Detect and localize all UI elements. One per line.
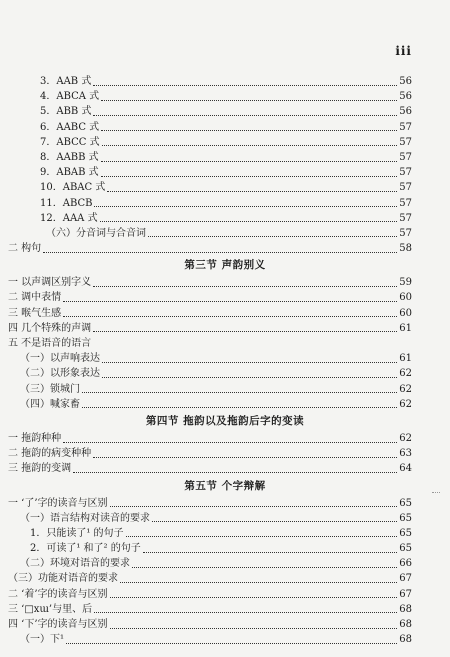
toc-entry[interactable] bbox=[0, 226, 450, 241]
toc-entry-label: 8．AABB 式 bbox=[40, 151, 99, 163]
toc-entry-page: 66 bbox=[399, 558, 412, 570]
toc-entry-page: 62 bbox=[399, 398, 412, 410]
toc-entry-page: 65 bbox=[399, 527, 412, 539]
dot-leader bbox=[102, 361, 397, 363]
toc-entry-page: 60 bbox=[399, 292, 412, 304]
toc-entry-page: 57 bbox=[399, 227, 412, 239]
dot-leader bbox=[93, 285, 397, 287]
toc-entry[interactable] bbox=[0, 180, 450, 195]
toc-entry-label: （四）喊家畜 bbox=[20, 398, 80, 410]
dot-leader bbox=[148, 235, 397, 237]
toc-entry-label: 一 拖韵种种 bbox=[8, 432, 62, 444]
toc-entry-page: 63 bbox=[399, 448, 412, 460]
toc-entry[interactable] bbox=[0, 496, 450, 511]
toc-entry-label: 三 喉气生感 bbox=[8, 307, 62, 319]
toc-entry-label: 12．AAA 式 bbox=[40, 212, 98, 224]
toc-entry[interactable] bbox=[0, 541, 450, 556]
toc-entry-page: 67 bbox=[399, 573, 412, 585]
toc-entry-page: 59 bbox=[399, 277, 412, 289]
toc-entry-label: （三）功能对语音的要求 bbox=[8, 573, 118, 585]
toc-entry[interactable] bbox=[0, 120, 450, 135]
dot-leader bbox=[93, 456, 397, 458]
toc-entry-page: 62 bbox=[399, 432, 412, 444]
toc-entry[interactable] bbox=[0, 135, 450, 150]
toc-entry-page: 56 bbox=[399, 76, 412, 87]
toc-entry-page: 58 bbox=[399, 243, 412, 255]
dot-leader bbox=[73, 471, 397, 473]
toc-entry[interactable] bbox=[0, 461, 450, 476]
dot-leader bbox=[102, 376, 397, 378]
toc-entry-label: 1．只能读了¹ 的句子 bbox=[30, 527, 124, 539]
dot-leader bbox=[110, 596, 398, 598]
toc-entry-label: 10．ABAC 式 bbox=[40, 182, 106, 194]
toc-entry-label: 四 几个特殊的声调 bbox=[8, 322, 92, 334]
toc-entry[interactable] bbox=[0, 196, 450, 211]
toc-entry-label: 一 ‘了’字的读音与区别 bbox=[8, 497, 108, 509]
dot-leader bbox=[101, 160, 398, 162]
toc-entry-page: 56 bbox=[399, 106, 412, 118]
toc-entry-label: 2．可读了¹ 和了² 的句子 bbox=[30, 543, 141, 555]
toc-entry-page: 64 bbox=[399, 463, 412, 475]
toc-entry[interactable] bbox=[0, 431, 450, 446]
toc-entry-label: 三 拖韵的变调 bbox=[8, 463, 72, 475]
dot-leader bbox=[63, 315, 397, 317]
toc-entry[interactable] bbox=[0, 397, 450, 412]
toc-entry[interactable] bbox=[0, 104, 450, 119]
dot-leader bbox=[110, 505, 398, 507]
dot-leader bbox=[66, 642, 397, 644]
dot-leader bbox=[94, 611, 397, 613]
toc-entry[interactable] bbox=[0, 290, 450, 305]
dot-leader bbox=[93, 330, 397, 332]
toc-entry-label: 四 ‘下’字的读音与区别 bbox=[8, 619, 108, 630]
dot-leader bbox=[110, 627, 398, 629]
toc-entry-page: 68 bbox=[399, 603, 412, 615]
dot-leader bbox=[143, 551, 398, 553]
toc-entry-page: 57 bbox=[399, 151, 412, 163]
dot-leader bbox=[132, 566, 397, 568]
section-heading: 第五节 个字辩解 bbox=[184, 479, 266, 492]
toc-entry-page: 57 bbox=[399, 167, 412, 179]
dot-leader bbox=[82, 391, 397, 393]
toc-entry[interactable] bbox=[0, 336, 450, 351]
toc-entry-label: （三）锁城门 bbox=[20, 383, 80, 395]
toc-entry-label: （六）分音词与合音词 bbox=[46, 227, 146, 239]
toc-entry-label: 6．AABC 式 bbox=[40, 121, 100, 133]
dot-leader bbox=[101, 99, 397, 101]
dot-leader bbox=[93, 114, 397, 116]
toc-entry-label: 一 以声调区别字义 bbox=[8, 277, 92, 289]
section-heading: 第三节 声韵别义 bbox=[184, 259, 266, 272]
dot-leader bbox=[93, 84, 397, 86]
toc-entry[interactable] bbox=[0, 74, 450, 89]
dot-leader bbox=[101, 129, 397, 131]
dot-leader bbox=[63, 300, 397, 302]
toc-entry-page: 62 bbox=[399, 383, 412, 395]
toc-entry-label: （一）下¹ bbox=[20, 634, 65, 646]
page-number: iii bbox=[395, 44, 412, 58]
toc-entry-page: 57 bbox=[399, 136, 412, 148]
toc-entry-label: 3．AAB 式 bbox=[40, 76, 92, 87]
toc-entry[interactable] bbox=[0, 511, 450, 526]
toc-entry-label: 三 ‘□xɯ’与里、后 bbox=[8, 603, 93, 615]
toc-entry[interactable] bbox=[0, 321, 450, 336]
toc-entry-page: 68 bbox=[399, 619, 412, 630]
dot-leader bbox=[94, 205, 397, 207]
toc-entry-label: 5．ABB 式 bbox=[40, 106, 92, 118]
toc-entry-page: 65 bbox=[399, 543, 412, 555]
toc-entry[interactable] bbox=[0, 446, 450, 461]
toc-entry-label: 11．ABCB bbox=[40, 197, 93, 209]
toc-entry[interactable] bbox=[0, 556, 450, 571]
toc-entry-label: 7．ABCC 式 bbox=[40, 136, 100, 148]
toc-entry[interactable] bbox=[0, 275, 450, 290]
toc-entry[interactable] bbox=[0, 241, 450, 256]
toc-entry[interactable] bbox=[0, 150, 450, 165]
toc-entry[interactable] bbox=[0, 366, 450, 381]
section-heading: 第四节 拖韵以及拖韵后字的变读 bbox=[145, 414, 305, 427]
toc-entry[interactable] bbox=[0, 617, 450, 632]
toc-entry[interactable] bbox=[0, 602, 450, 617]
toc-entry-page: 60 bbox=[399, 307, 412, 319]
toc-entry-page: 56 bbox=[399, 91, 412, 103]
toc-entry-page: 61 bbox=[399, 353, 412, 365]
toc-entry-page: 57 bbox=[399, 212, 412, 224]
toc-entry[interactable] bbox=[0, 382, 450, 397]
toc-entry-page: 57 bbox=[399, 121, 412, 133]
toc-entry-label: 二 拖韵的病变种种 bbox=[8, 448, 92, 460]
toc-entry-label: 五 不是语音的语言 bbox=[8, 338, 92, 349]
toc-entry[interactable] bbox=[0, 211, 450, 226]
toc-entry-page: 61 bbox=[399, 322, 412, 334]
toc-entry-page: 68 bbox=[399, 634, 412, 646]
dot-leader bbox=[100, 220, 398, 222]
toc-entry-label: 二 调中表情 bbox=[8, 292, 62, 304]
toc-entry-page: 57 bbox=[399, 197, 412, 209]
toc-entry-label: 4．ABCA 式 bbox=[40, 91, 100, 103]
scan-artifact bbox=[432, 492, 440, 499]
toc-entry-label: 二 ‘着’字的读音与区别 bbox=[8, 588, 108, 600]
table-of-contents bbox=[0, 74, 450, 647]
toc-entry[interactable] bbox=[0, 526, 450, 541]
toc-entry-page: 57 bbox=[399, 182, 412, 194]
toc-entry-page: 65 bbox=[399, 497, 412, 509]
toc-entry[interactable] bbox=[0, 351, 450, 366]
toc-entry-label: 9．ABAB 式 bbox=[40, 167, 99, 179]
toc-entry-page: 67 bbox=[399, 588, 412, 600]
dot-leader bbox=[152, 520, 397, 522]
dot-leader bbox=[107, 190, 397, 192]
toc-entry[interactable] bbox=[0, 632, 450, 647]
toc-entry[interactable] bbox=[0, 571, 450, 586]
dot-leader bbox=[82, 406, 397, 408]
toc-entry-label: （一）以声响表达 bbox=[20, 353, 100, 365]
dot-leader bbox=[126, 535, 398, 537]
toc-entry[interactable] bbox=[0, 89, 450, 104]
dot-leader bbox=[63, 441, 397, 443]
toc-entry[interactable] bbox=[0, 306, 450, 321]
toc-entry-page: 65 bbox=[399, 512, 412, 524]
dot-leader bbox=[120, 581, 397, 583]
dot-leader bbox=[102, 144, 398, 146]
toc-entry[interactable] bbox=[0, 165, 450, 180]
toc-entry-label: （二）以形象表达 bbox=[20, 368, 100, 380]
toc-entry-page: 62 bbox=[399, 368, 412, 380]
toc-entry[interactable] bbox=[0, 587, 450, 602]
dot-leader bbox=[101, 175, 398, 177]
toc-entry-label: （一）语言结构对读音的要求 bbox=[20, 512, 150, 524]
toc-entry-label: 二 构句 bbox=[8, 243, 42, 255]
dot-leader bbox=[43, 251, 397, 253]
toc-entry-label: （二）环境对语音的要求 bbox=[20, 558, 130, 570]
